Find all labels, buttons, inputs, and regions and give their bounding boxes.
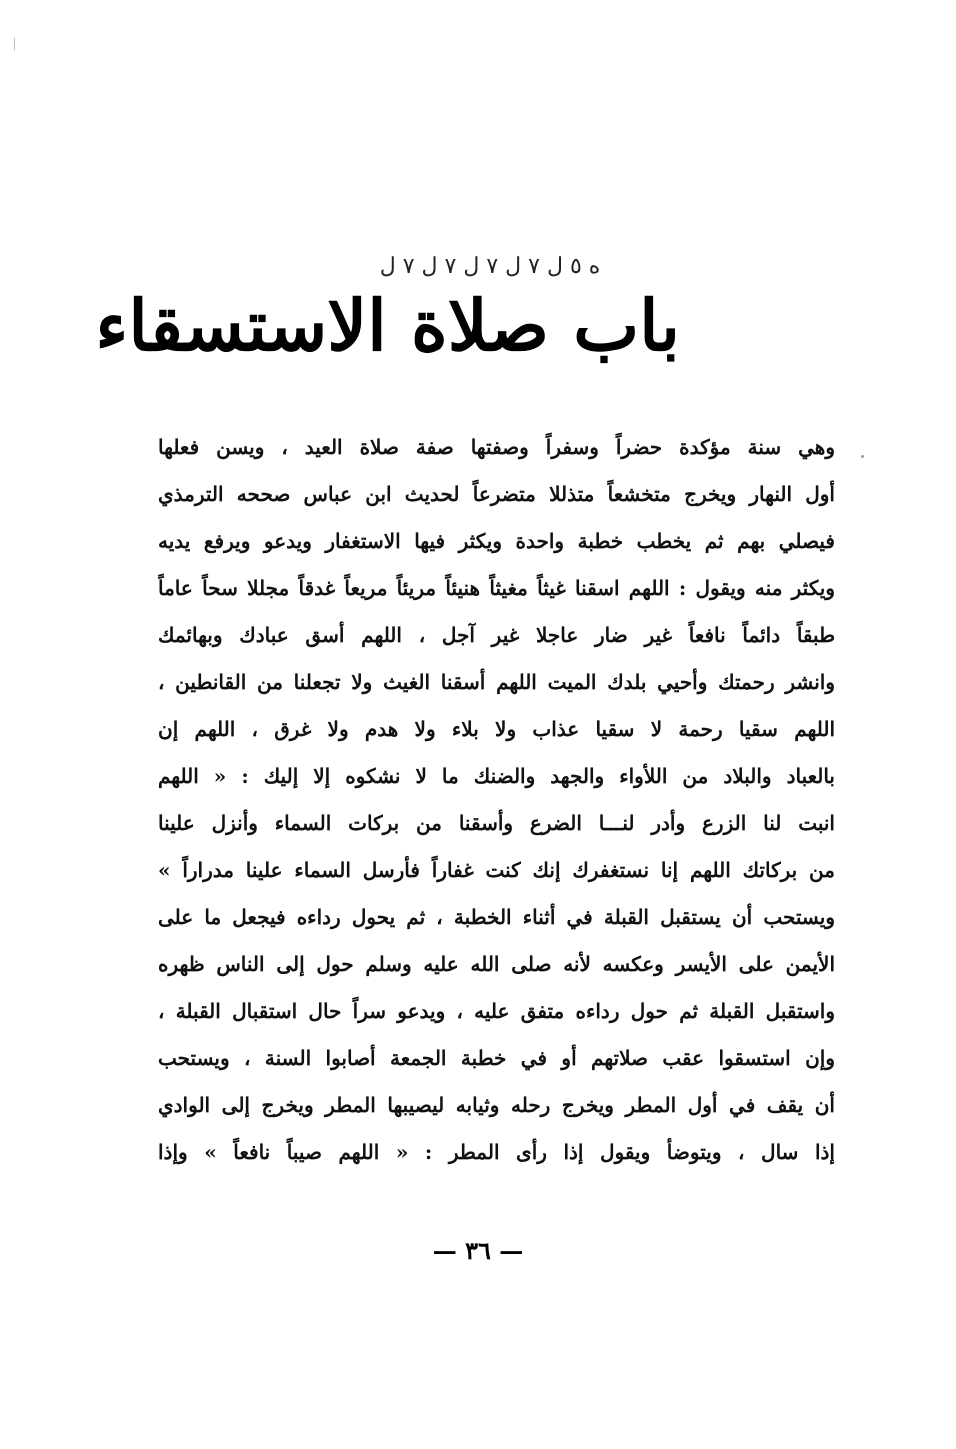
chapter-title: باب صلاة الاستسقاء xyxy=(95,284,680,367)
page-number: — ٣٦ — xyxy=(432,1236,524,1265)
text-line: من بركاتك اللهم إنا نستغفرك إنك كنت غفاراً فأرسل السماء علينا مدراراً » xyxy=(158,858,835,882)
text-line: طبقاً دائماً نافعاً غير ضار عاجلا غير آجل ، اللهم أسق عبادك وبهائمك xyxy=(158,623,835,647)
text-line: وإن استسقوا عقب صلاتهم أو في خطبة الجمعة أصابوا السنة ، ويستحب xyxy=(158,1046,835,1070)
text-line: أول النهار ويخرج متخشعاً متذللا متضرعاً لحديث ابن عباس صححه الترمذي xyxy=(158,482,835,506)
text-line: إذا سال ، ويتوضأ ويقول إذا رأى المطر : « اللهم صيباً نافعاً » وإذا xyxy=(158,1140,835,1164)
text-line: أن يقف في أول المطر ويخرج رحله وثيابه ليصيبها المطر ويخرج إلى الوادي xyxy=(158,1093,835,1117)
scan-edge-mark xyxy=(14,38,15,50)
calligraphy-ornament: ه ٥ ل ٧ ل ٧ ل ٧ ل ٧ ل xyxy=(379,254,601,279)
text-line: فيصلي بهم ثم يخطب خطبة واحدة ويكثر فيها الاستغفار ويدعو ويرفع يديه xyxy=(158,529,835,553)
text-line: وانشر رحمتك وأحيي بلدك الميت اللهم أسقنا الغيث ولا تجعلنا من القانطين ، xyxy=(158,670,835,694)
text-line: اللهم سقيا رحمة لا سقيا عذاب ولا بلاء ولا هدم ولا غرق ، اللهم إن xyxy=(158,717,835,741)
chapter-heading xyxy=(95,250,680,385)
text-line: بالعباد والبلاد من اللأواء والجهد والضنك ما لا نشكوه إلا إليك : « اللهم xyxy=(158,764,835,788)
text-line: الأيمن على الأيسر وعكسه لأنه صلى الله عليه وسلم حول إلى الناس ظهره xyxy=(158,952,835,976)
text-line: وهي سنة مؤكدة حضراً وسفراً وصفتها صفة صلاة العيد ، ويسن فعلها xyxy=(158,435,835,459)
text-line: ويكثر منه ويقول : اللهم اسقنا غيثاً مغيثاً هنيئاً مريئاً مريعاً غدقاً مجللا سحاً عاماً xyxy=(158,576,835,600)
scan-speck xyxy=(861,455,864,458)
text-line: انبت لنا الزرع وأدر لنـــا الضرع وأسقنا من بركات السماء وأنزل علينا xyxy=(158,811,835,835)
text-line: واستقبل القبلة ثم حول رداءه متفق عليه ، ويدعو سراً حال استقبال القبلة ، xyxy=(158,999,835,1023)
text-line: ويستحب أن يستقبل القبلة في أثناء الخطبة ، ثم يحول رداءه فيجعل ما على xyxy=(158,905,835,929)
body-paragraph xyxy=(158,424,835,1176)
